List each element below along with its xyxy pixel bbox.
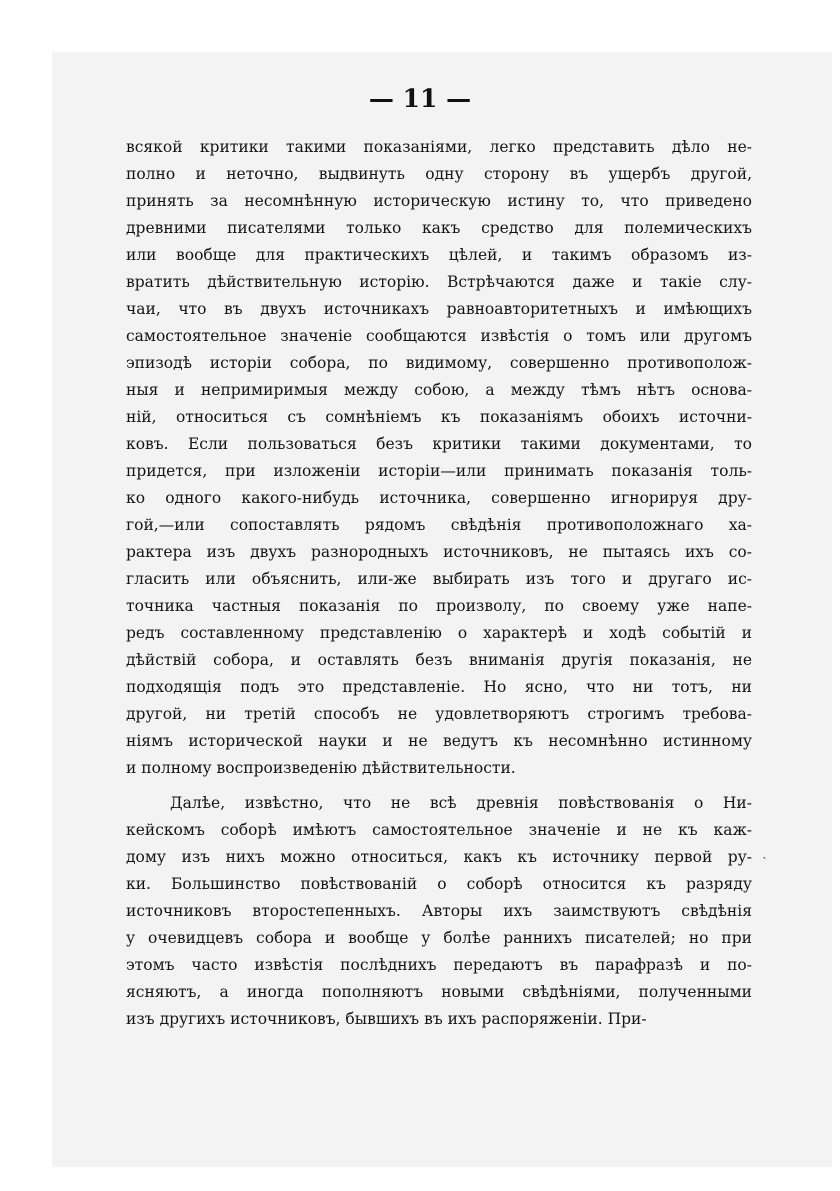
- text-line: дому изъ нихъ можно относиться, какъ къ источнику первой ру-: [126, 848, 752, 866]
- text-line: придется, при изложеніи исторіи—или принимать показанія толь-: [126, 462, 752, 480]
- text-line: у очевидцевъ собора и вообще у болѣе раннихъ писателей; но при: [126, 929, 752, 947]
- text-line: гой,—или сопоставлять рядомъ свѣдѣнія противоположнаго ха-: [126, 516, 752, 534]
- text-line: гласить или объяснить, или-же выбирать изъ того и другаго ис-: [126, 570, 752, 588]
- text-line: этомъ часто извѣстія послѣднихъ передаютъ въ парафразѣ и по-: [126, 956, 752, 974]
- paragraph-gap: [126, 782, 752, 790]
- text-line: кейскомъ соборѣ имѣютъ самостоятельное значеніе и не къ каж-: [126, 821, 752, 839]
- text-line: самостоятельное значеніе сообщаются извѣстія о томъ или другомъ: [126, 327, 752, 345]
- text-line: ковъ. Если пользоваться безъ критики такими документами, то: [126, 435, 752, 453]
- text-line: ки. Большинство повѣствованій о соборѣ относится къ разряду: [126, 875, 752, 893]
- page-number: — 11 —: [368, 84, 472, 113]
- text-line: ясняютъ, а иногда пополняютъ новыми свѣдѣніями, полученными: [126, 983, 752, 1001]
- text-line: чаи, что въ двухъ источникахъ равноавторитетныхъ и имѣющихъ: [126, 300, 752, 318]
- text-line: источниковъ второстепенныхъ. Авторы ихъ заимствуютъ свѣдѣнія: [126, 902, 752, 920]
- text-line: ко одного какого-нибудь источника, совершенно игнорируя дру-: [126, 489, 752, 507]
- text-line: или вообще для практическихъ цѣлей, и такимъ образомъ из-: [126, 246, 752, 264]
- text-line: подходящія подъ это представленіе. Но ясно, что ни тотъ, ни: [126, 678, 752, 696]
- margin-mark: ˴: [762, 849, 767, 865]
- text-line: изъ другихъ источниковъ, бывшихъ въ ихъ распоряженіи. При-: [126, 1010, 647, 1028]
- text-line: принять за несомнѣнную историческую истину то, что приведено: [126, 192, 752, 210]
- text-line: ніямъ исторической науки и не ведутъ къ несомнѣнно истинному: [126, 732, 752, 750]
- paragraph-2: [126, 790, 752, 1033]
- text-line: ныя и непримиримыя между собою, а между тѣмъ нѣтъ основа-: [126, 381, 752, 399]
- text-line: дѣйствій собора, и оставлять безъ вниманія другія показанія, не: [126, 651, 752, 669]
- paragraph-1: [126, 134, 752, 782]
- text-line: всякой критики такими показаніями, легко представить дѣло не-: [126, 138, 752, 156]
- text-line: редъ составленному представленію о характерѣ и ходѣ событій и: [126, 624, 752, 642]
- text-line: древними писателями только какъ средство для полемическихъ: [126, 219, 752, 237]
- text-line: и полному воспроизведенію дѣйствительности.: [126, 759, 516, 777]
- text-line: другой, ни третій способъ не удовлетворяютъ строгимъ требова-: [126, 705, 752, 723]
- text-line: точника частныя показанія по произволу, по своему уже напе-: [126, 597, 752, 615]
- text-line: ній, относиться съ сомнѣніемъ къ показаніямъ обоихъ источни-: [126, 408, 752, 426]
- text-line: эпизодѣ исторіи собора, по видимому, совершенно противополож-: [126, 354, 752, 372]
- text-line: полно и неточно, выдвинуть одну сторону въ ущербъ другой,: [126, 165, 752, 183]
- text-line: вратить дѣйствительную исторію. Встрѣчаются даже и такіе слу-: [126, 273, 752, 291]
- text-line: Далѣе, извѣстно, что не всѣ древнія повѣствованія о Ни-: [170, 794, 752, 812]
- text-line: рактера изъ двухъ разнородныхъ источниковъ, не пытаясь ихъ со-: [126, 543, 752, 561]
- body-text: [126, 134, 752, 1033]
